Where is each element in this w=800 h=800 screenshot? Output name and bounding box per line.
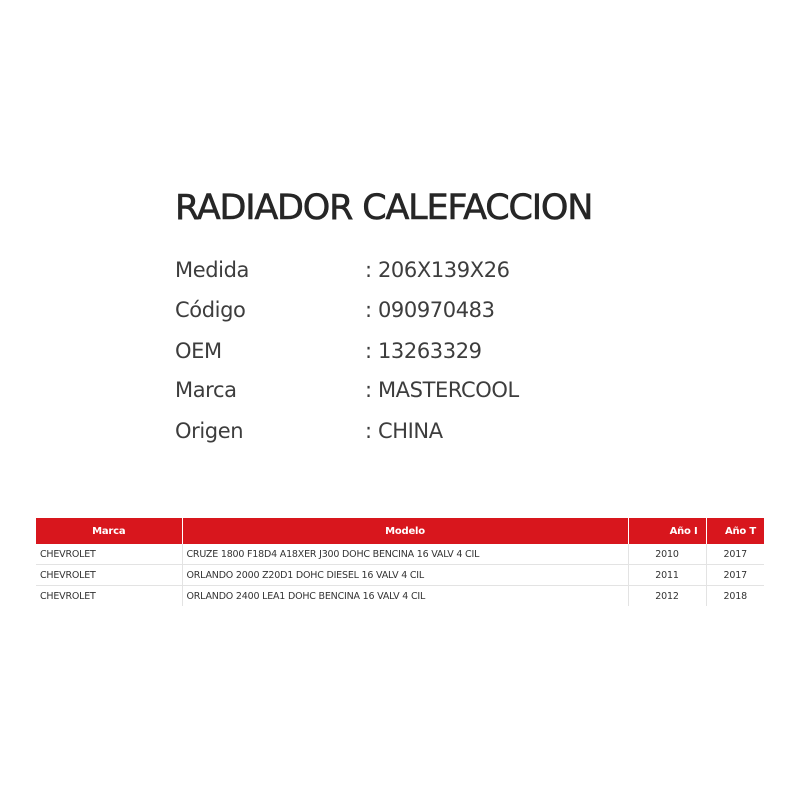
- cell-marca: CHEVROLET: [36, 565, 182, 586]
- spec-label: Código: [175, 298, 246, 322]
- cell-ano-inicio: 2010: [628, 544, 706, 565]
- cell-ano-termino: 2018: [706, 586, 764, 607]
- spec-row-oem: [175, 339, 675, 369]
- cell-modelo: CRUZE 1800 F18D4 A18XER J300 DOHC BENCINA 16 VALV 4 CIL: [182, 544, 628, 565]
- cell-modelo: ORLANDO 2000 Z20D1 DOHC DIESEL 16 VALV 4 CIL: [182, 565, 628, 586]
- spec-label: Marca: [175, 378, 237, 402]
- spec-value: : MASTERCOOL: [365, 378, 519, 402]
- cell-ano-inicio: 2011: [628, 565, 706, 586]
- cell-ano-inicio: 2012: [628, 586, 706, 607]
- table-header-row: [36, 518, 764, 544]
- spec-row-marca: [175, 378, 675, 408]
- spec-value: : 13263329: [365, 339, 482, 363]
- table-row: [36, 586, 764, 607]
- column-header-marca: Marca: [36, 518, 182, 544]
- table-row: [36, 565, 764, 586]
- product-title: RADIADOR CALEFACCION: [175, 188, 593, 228]
- spec-value: : 090970483: [365, 298, 495, 322]
- table-row: [36, 544, 764, 565]
- spec-label: OEM: [175, 339, 222, 363]
- spec-row-codigo: [175, 298, 675, 328]
- column-header-ano-inicio: Año I: [628, 518, 706, 544]
- column-header-ano-termino: Año T: [706, 518, 764, 544]
- cell-ano-termino: 2017: [706, 565, 764, 586]
- spec-row-origen: [175, 419, 675, 449]
- column-header-modelo: Modelo: [182, 518, 628, 544]
- spec-label: Medida: [175, 258, 250, 282]
- cell-ano-termino: 2017: [706, 544, 764, 565]
- spec-value: : 206X139X26: [365, 258, 510, 282]
- cell-modelo: ORLANDO 2400 LEA1 DOHC BENCINA 16 VALV 4 CIL: [182, 586, 628, 607]
- spec-label: Origen: [175, 419, 244, 443]
- spec-value: : CHINA: [365, 419, 443, 443]
- applications-table: [36, 518, 764, 606]
- spec-row-medida: [175, 258, 675, 288]
- cell-marca: CHEVROLET: [40, 590, 96, 602]
- cell-marca: CHEVROLET: [36, 544, 182, 565]
